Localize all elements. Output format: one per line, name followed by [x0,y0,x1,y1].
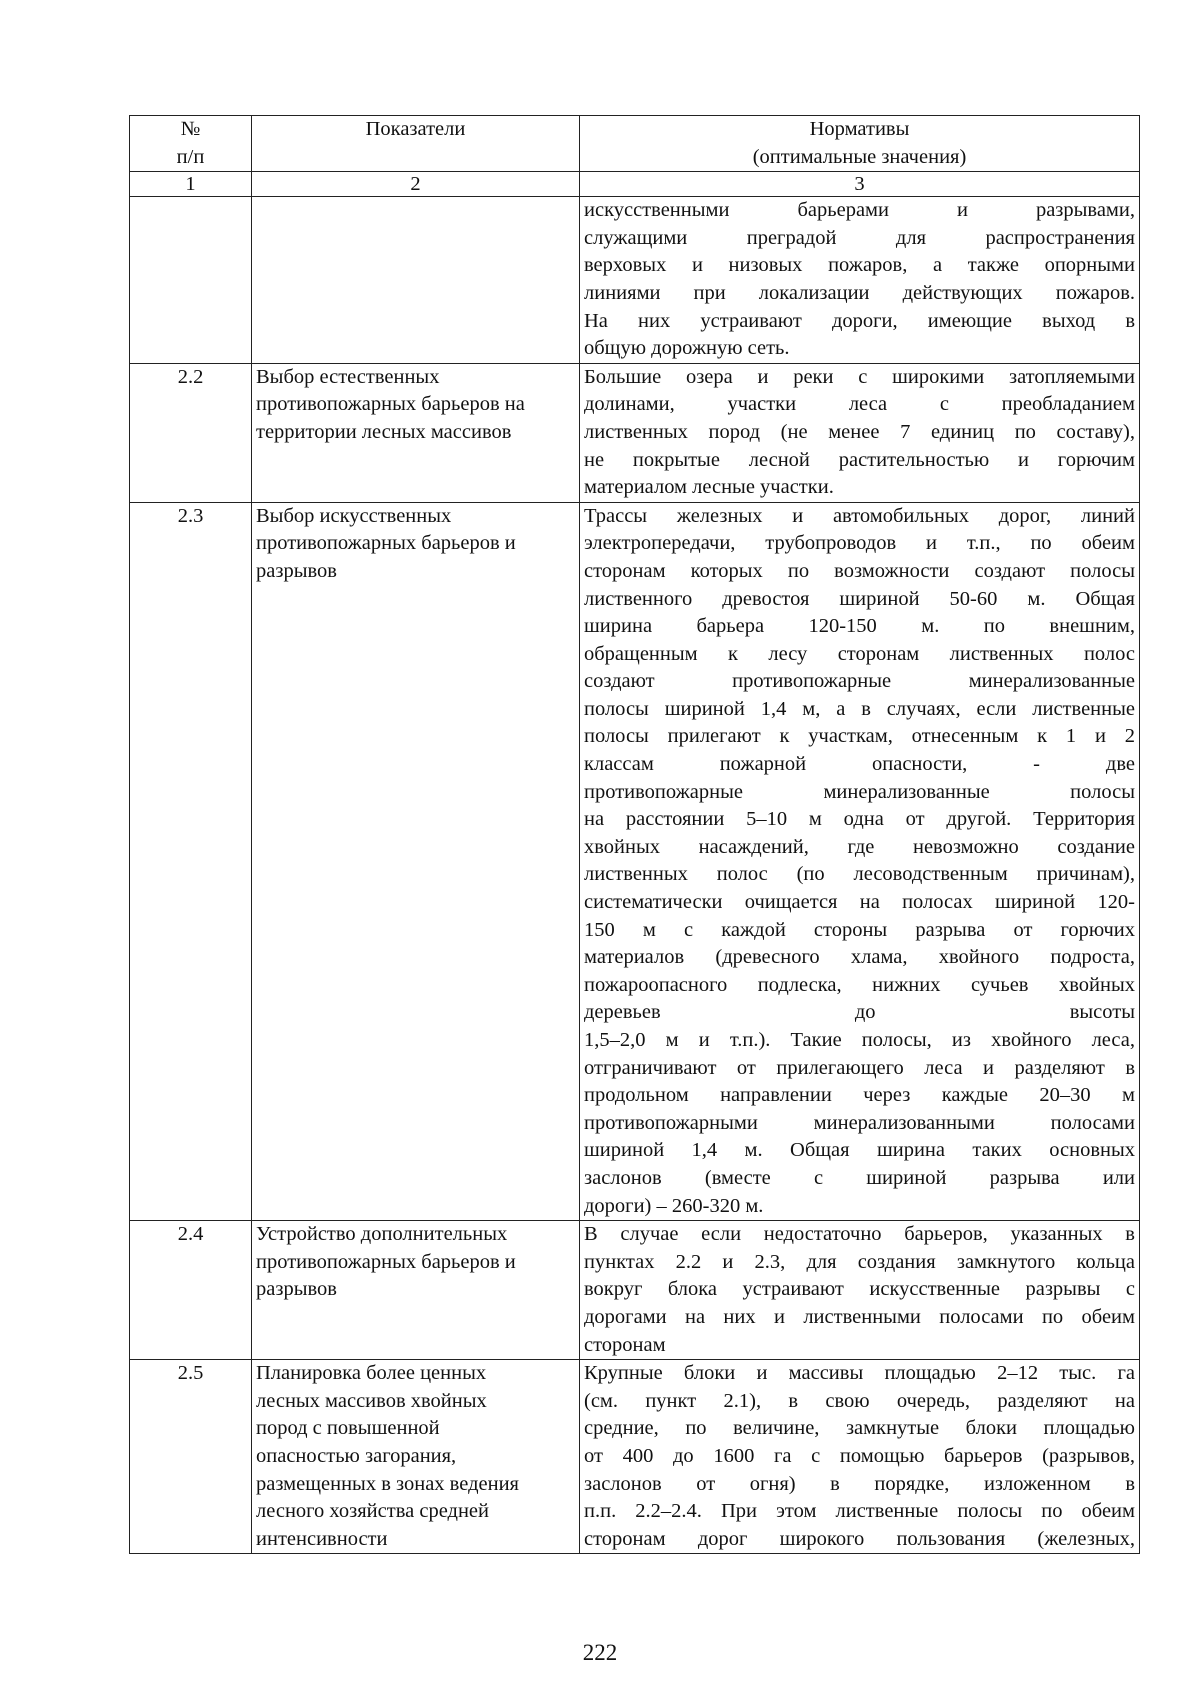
norms-line: обращенным к лесу сторонам лиственных полос [584,642,1135,665]
table-row [130,363,1140,502]
table-header-row [130,116,1140,172]
norms-line: общую дорожную сеть. [584,337,790,360]
norms-line: ширина барьера 120-150 м. по внешним, [584,615,1135,638]
norms-line: продольном направлении через каждые 20–30 м [584,1084,1135,1107]
header-number [130,116,252,172]
norms-line: отграничивают от прилегающего леса и разделяют в [584,1056,1135,1079]
norms-line: 150 м с каждой стороны разрыва от горючих [584,918,1135,941]
header-norms-line: (оптимальные значения) [752,145,967,168]
norms-line: заслонов от огня) в порядке, изложенном в [584,1472,1135,1495]
norms-line: Крупные блоки и массивы площадью 2–12 тыс. га [584,1362,1135,1385]
indicator-line: лесного хозяйства средней [256,1500,489,1523]
norms-line: сторонам [584,1333,666,1356]
column-number-row [130,172,1140,197]
norms-line: лиственного древостоя шириной 50-60 м. Общая [584,587,1135,610]
row-indicator [252,197,580,364]
indicator-line: противопожарных барьеров на [256,393,525,416]
norms-line: сторонам которых по возможности создают полосы [584,559,1135,582]
norms-line: Большие озера и реки с широкими затопляемыми [584,365,1135,388]
norms-line: линиями при локализации действующих пожаров. [584,281,1135,304]
row-number: 2.2 [130,363,252,502]
norms-line: материалов (древесного хлама, хвойного подроста, [584,946,1135,969]
table-row [130,1221,1140,1360]
column-number: 2 [252,172,580,197]
header-number-line: № [180,118,201,140]
indicator-line: Выбор искусственных [256,504,452,527]
row-number: 2.5 [130,1360,252,1554]
table-row [130,1360,1140,1554]
norms-line: хвойных насаждений, где невозможно создание [584,835,1135,858]
header-norms-line: Нормативы [809,118,910,140]
norms-line: дорогами на них и лиственными полосами по обеим [584,1305,1135,1328]
row-indicator [252,1360,580,1554]
row-indicator [252,502,580,1220]
row-indicator [252,1221,580,1360]
norms-line: На них устраивают дороги, имеющие выход в [584,309,1135,332]
norms-line: искусственными барьерами и разрывами, [584,199,1135,222]
norms-line: классам пожарной опасности, - две [584,753,1135,776]
norms-line: п.п. 2.2–2.4. При этом лиственные полосы по обеим [584,1500,1135,1523]
norms-line: долинами, участки леса с преобладанием [584,393,1135,416]
column-number: 1 [130,172,252,197]
norms-line: электропередачи, трубопроводов и т.п., по обеим [584,532,1135,555]
norms-line: шириной 1,4 м. Общая ширина таких основных [584,1139,1135,1162]
indicator-line: Устройство дополнительных [256,1223,508,1246]
norms-line: (см. пункт 2.1), в свою очередь, разделяют на [584,1389,1135,1412]
norms-line: заслонов (вместе с шириной разрыва или [584,1166,1135,1189]
norms-line: Трассы железных и автомобильных дорог, линий [584,504,1135,527]
indicator-line: Выбор естественных [256,365,440,388]
indicator-line: разрывов [256,559,337,582]
row-indicator [252,363,580,502]
norms-line: лиственных полос (по лесоводственным причинам), [584,863,1135,886]
row-norms [580,197,1140,364]
indicator-line: противопожарных барьеров и [256,1250,516,1273]
norms-line: пожароопасного подлеска, нижних сучьев хвойных [584,973,1135,996]
indicator-line: опасностью загорания, [256,1444,457,1467]
norms-line: сторонам дорог широкого пользования (железных, [584,1527,1135,1550]
norms-line: дороги) – 260-320 м. [584,1194,764,1217]
norms-line: 1,5–2,0 м и т.п.). Такие полосы, из хвойного леса, [584,1029,1135,1051]
norms-table [129,115,1140,1554]
norms-line: от 400 до 1600 га с помощью барьеров (разрывов, [584,1444,1135,1467]
table-row [130,502,1140,1220]
page-number: 222 [582,1640,618,1665]
norms-line: верховых и низовых пожаров, а также опорными [584,254,1135,277]
indicator-line: лесных массивов хвойных [256,1389,487,1412]
indicator-line: размещенных в зонах ведения [256,1472,519,1495]
norms-line: служащими преградой для распространения [584,226,1135,249]
norms-line: лиственных пород (не менее 7 единиц по составу), [584,420,1135,443]
norms-line: материалом лесные участки. [584,476,834,499]
norms-line: не покрытые лесной растительностью и горючим [584,448,1135,471]
column-number: 3 [580,172,1140,197]
row-number [130,197,252,364]
table-body [130,197,1140,1554]
indicator-line: пород с повышенной [256,1417,440,1440]
norms-line: пунктах 2.2 и 2.3, для создания замкнутого кольца [584,1250,1135,1273]
norms-line: создают противопожарные минерализованные [584,670,1135,693]
norms-line: деревьев до высоты [584,1001,1135,1024]
row-norms [580,502,1140,1220]
header-indicator: Показатели [252,116,580,172]
table-row [130,197,1140,364]
header-number-line: п/п [176,145,205,168]
indicator-line: Планировка более ценных [256,1362,487,1385]
norms-line: на расстоянии 5–10 м одна от другой. Территория [584,808,1135,831]
norms-line: систематически очищается на полосах шириной 120- [584,891,1135,914]
indicator-line: территории лесных массивов [256,420,512,443]
row-norms [580,1360,1140,1554]
header-norms [580,116,1140,172]
norms-line: полосы шириной 1,4 м, а в случаях, если лиственные [584,697,1135,720]
indicator-line: противопожарных барьеров и [256,532,516,555]
indicator-line: разрывов [256,1278,337,1301]
norms-line: В случае если недостаточно барьеров, указанных в [584,1223,1135,1246]
norms-line: вокруг блока устраивают искусственные разрывы с [584,1278,1135,1301]
norms-line: противопожарные минерализованные полосы [584,780,1135,803]
norms-line: противопожарными минерализованными полосами [584,1111,1135,1134]
row-norms [580,1221,1140,1360]
indicator-line: интенсивности [256,1527,388,1550]
norms-line: полосы прилегают к участкам, отнесенным к 1 и 2 [584,725,1135,748]
norms-line: средние, по величине, замкнутые блоки площадью [584,1417,1135,1440]
row-norms [580,363,1140,502]
row-number: 2.3 [130,502,252,1220]
row-number: 2.4 [130,1221,252,1360]
